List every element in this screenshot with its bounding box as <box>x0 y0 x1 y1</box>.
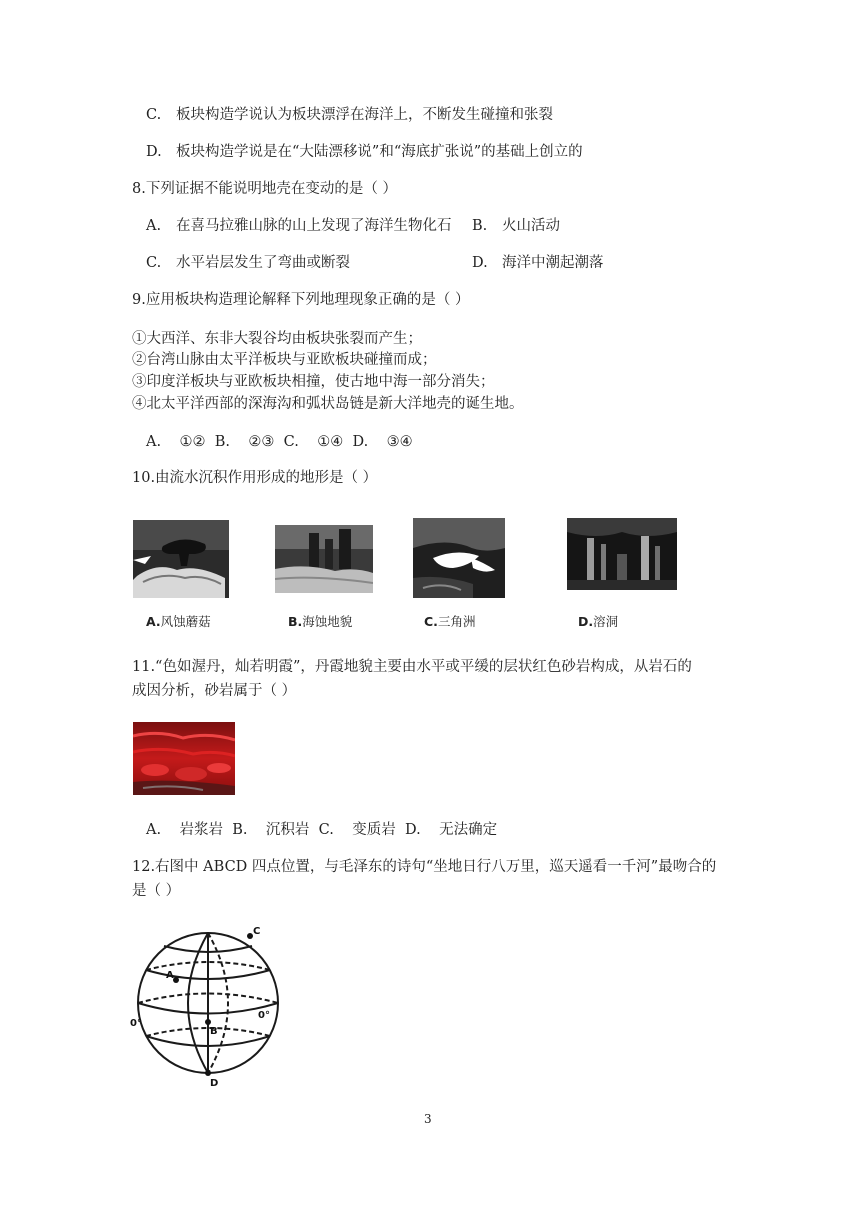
mushroom-rock-photo <box>133 520 229 598</box>
q11-options: A. 岩浆岩 B. 沉积岩 C. 变质岩 D. 无法确定 <box>146 822 498 838</box>
q9-stem: 9.应用板块构造理论解释下列地理现象正确的是（ ） <box>132 292 470 308</box>
q8-option-a: A. 在喜马拉雅山脉的山上发现了海洋生物化石 <box>146 218 452 234</box>
q8-stem: 8.下列证据不能说明地壳在变动的是（ ） <box>132 181 397 197</box>
q9-options: A. ①② B. ②③ C. ①④ D. ③④ <box>146 434 413 450</box>
caption-b: B.海蚀地貌 <box>288 614 353 629</box>
point-a <box>173 977 179 983</box>
svg-text:D: D <box>210 1078 219 1088</box>
svg-text:0°: 0° <box>258 1010 270 1021</box>
q8-option-c: C. 水平岩层发生了弯曲或断裂 <box>146 255 350 271</box>
point-b <box>205 1019 211 1025</box>
q11-stem-line2: 成因分析，砂岩属于（ ） <box>132 683 297 699</box>
point-d <box>205 1070 211 1076</box>
svg-text:0°: 0° <box>130 1018 142 1029</box>
caption-d: D.溶洞 <box>578 614 619 629</box>
q12-stem-line1: 12.右图中 ABCD 四点位置，与毛泽东的诗句“坐地日行八万里，巡天遥看一千河”最吻合的 <box>132 859 717 875</box>
q7-option-d: D. 板块构造学说是在“大陆漂移说”和“海底扩张说”的基础上创立的 <box>146 144 583 160</box>
q12-stem-line2: 是（ ） <box>132 883 181 899</box>
danxia-photo <box>133 722 235 795</box>
q9-statement-2: ②台湾山脉由太平洋板块与亚欧板块碰撞而成； <box>132 352 437 368</box>
q11-stem-line1: 11.“色如渥丹，灿若明霞”，丹霞地貌主要由水平或平缓的层状红色砂岩构成，从岩石的 <box>132 659 692 675</box>
q8-option-b: B. 火山活动 <box>472 218 560 234</box>
q9-statement-4: ④北太平洋西部的深海沟和弧状岛链是新大洋地壳的诞生地。 <box>132 396 524 412</box>
q9-statement-1: ①大西洋、东非大裂谷均由板块张裂而产生； <box>132 331 422 347</box>
globe-diagram <box>128 918 288 1088</box>
page-number: 3 <box>424 1112 432 1126</box>
svg-text:B: B <box>210 1026 218 1037</box>
q9-statement-3: ③印度洋板块与亚欧板块相撞，使古地中海一部分消失； <box>132 374 495 390</box>
caption-c: C.三角洲 <box>424 614 476 629</box>
svg-text:C: C <box>253 926 261 937</box>
svg-text:A: A <box>166 970 174 981</box>
q7-option-c: C. 板块构造学说认为板块漂浮在海洋上，不断发生碰撞和张裂 <box>146 107 553 123</box>
q8-option-d: D. 海洋中潮起潮落 <box>472 255 604 271</box>
sea-erosion-photo <box>275 525 373 593</box>
caption-a: A.风蚀蘑菇 <box>146 614 211 629</box>
q10-stem: 10.由流水沉积作用形成的地形是（ ） <box>132 470 378 486</box>
delta-photo <box>413 518 505 598</box>
karst-cave-photo <box>567 518 677 590</box>
